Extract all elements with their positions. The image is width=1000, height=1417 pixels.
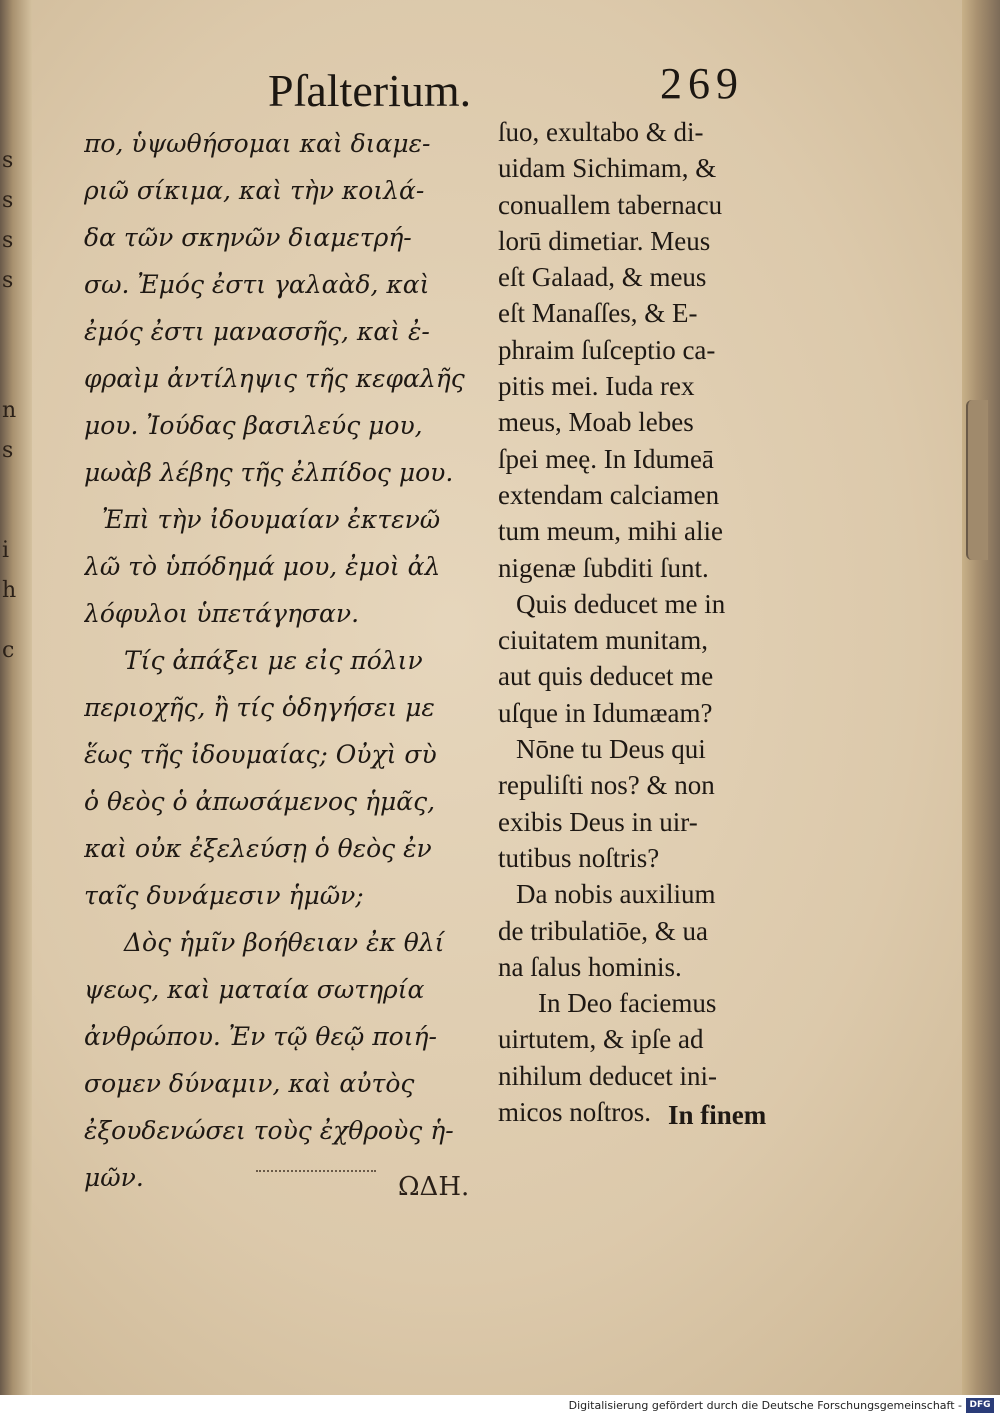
section-rule <box>256 1170 376 1172</box>
latin-line: exibis Deus in uir- <box>498 806 698 837</box>
latin-column <box>498 114 788 1130</box>
gutter-letter: s <box>2 148 14 173</box>
latin-line: extendam calciamen <box>498 479 720 510</box>
ornament-heading: ΩΔΗ. <box>398 1172 470 1202</box>
greek-line: ἕως τῆς ἰδουμαίας; Οὐχὶ σὺ <box>84 740 437 769</box>
latin-line: repuliſti nos? & non <box>498 770 715 801</box>
latin-line: meus, Moab lebes <box>498 407 694 438</box>
latin-line: na ſalus hominis. <box>498 951 682 982</box>
latin-line: uſque in Idumæam? <box>498 697 713 728</box>
gutter-letter: s <box>2 188 14 213</box>
greek-line: πο, ὑψωθήσομαι καὶ διαμε- <box>84 129 431 158</box>
latin-line: Da nobis auxilium <box>516 879 716 910</box>
greek-line: Τίς ἀπάξει με εἰς πόλιν <box>124 646 423 675</box>
greek-line: ἐξουδενώσει τοὺς ἐχθροὺς ἡ- <box>84 1116 454 1145</box>
greek-line: περιοχῆς, ἢ τίς ὁδηγήσει με <box>84 693 435 722</box>
greek-line: Δὸς ἡμῖν βοήθειαν ἐκ θλί <box>124 928 445 957</box>
latin-line: nihilum deducet ini- <box>498 1060 717 1091</box>
latin-line: ſuo, exultabo & di- <box>498 117 704 147</box>
greek-line: ὁ θεὸς ὁ ἀπωσάμενος ἡμᾶς, <box>84 787 436 816</box>
dfg-logo: DFG <box>966 1398 994 1413</box>
latin-line: In Deo faciemus <box>538 988 717 1019</box>
latin-line: de tribulatiōe, & ua <box>498 915 708 946</box>
greek-line: ριῶ σίκιμα, καὶ τὴν κοιλά- <box>84 176 425 205</box>
catchword: In finem <box>668 1100 767 1130</box>
bookmark-tab <box>966 400 988 560</box>
latin-line: ciuitatem munitam, <box>498 625 708 656</box>
latin-line: Nōne tu Deus qui <box>516 734 706 765</box>
latin-line: eſt Galaad, & meus <box>498 262 707 293</box>
latin-line: ſpei meę. In Idumeā <box>498 443 714 474</box>
latin-line: lorū dimetiar. Meus <box>498 225 711 256</box>
greek-line: καὶ οὐκ ἐξελεύσῃ ὁ θεὸς ἐν <box>84 834 432 863</box>
latin-line: tutibus noſtris? <box>498 842 660 873</box>
greek-line: μωὰβ λέβης τῆς ἐλπίδος μου. <box>84 458 454 487</box>
greek-line: δα τῶν σκηνῶν διαμετρή- <box>84 223 412 252</box>
greek-line: φραὶμ ἀντίληψις τῆς κεφαλῆς <box>84 364 465 393</box>
gutter-letter: c <box>2 638 15 663</box>
greek-line: μῶν. <box>84 1163 144 1192</box>
greek-line: λῶ τὸ ὑπόδημά μου, ἐμοὶ ἀλ <box>84 552 441 581</box>
page-fore-edge <box>962 0 1000 1395</box>
footer-credit: Digitalisierung gefördert durch die Deutsche Forschungsgemeinschaft - <box>568 1399 962 1412</box>
greek-line: σομεν δύναμιν, καὶ αὐτὸς <box>84 1069 415 1098</box>
latin-line: pitis mei. Iuda rex <box>498 371 695 402</box>
latin-line: tum meum, mihi alie <box>498 516 723 547</box>
latin-line: Quis deducet me in <box>516 588 726 619</box>
latin-line: nigenæ ſubditi ſunt. <box>498 552 709 583</box>
latin-line: phraim ſuſceptio ca- <box>498 334 716 365</box>
greek-line: ἀνθρώπου. Ἐν τῷ θεῷ ποιή- <box>84 1022 437 1051</box>
latin-line: uirtutem, & ipſe ad <box>498 1024 704 1055</box>
latin-line: eſt Manaſſes, & E- <box>498 298 698 329</box>
page-gutter <box>0 0 32 1395</box>
gutter-letter: n <box>2 398 17 423</box>
greek-line: Ἐπὶ τὴν ἰδουμαίαν ἐκτενῶ <box>102 505 441 534</box>
greek-line: ταῖς δυνάμεσιν ἡμῶν; <box>84 881 364 910</box>
greek-column <box>84 120 486 1201</box>
greek-line: ψεως, καὶ ματαία σωτηρία <box>84 975 425 1004</box>
latin-line: aut quis deducet me <box>498 661 714 692</box>
gutter-letter: h <box>2 578 17 603</box>
footer-bar <box>0 1395 1000 1417</box>
latin-line: conuallem tabernacu <box>498 189 723 220</box>
gutter-letter: s <box>2 228 14 253</box>
gutter-letter: s <box>2 268 14 293</box>
greek-line: ἐμός ἐστι μανασσῆς, καὶ ἐ- <box>84 317 430 346</box>
greek-line: σω. Ἐμός ἐστι γαλαὰδ, καὶ <box>84 270 430 299</box>
running-head-title: Pſalterium. <box>268 65 472 116</box>
page-number: 269 <box>660 59 744 108</box>
latin-line: micos noſtros. <box>498 1097 651 1128</box>
greek-line: λόφυλοι ὑπετάγησαν. <box>84 599 360 628</box>
gutter-letter: s <box>2 438 14 463</box>
gutter-letter: i <box>2 538 10 563</box>
latin-line: uidam Sichimam, & <box>498 153 717 184</box>
greek-line: μου. Ἰούδας βασιλεύς μου, <box>84 411 423 440</box>
